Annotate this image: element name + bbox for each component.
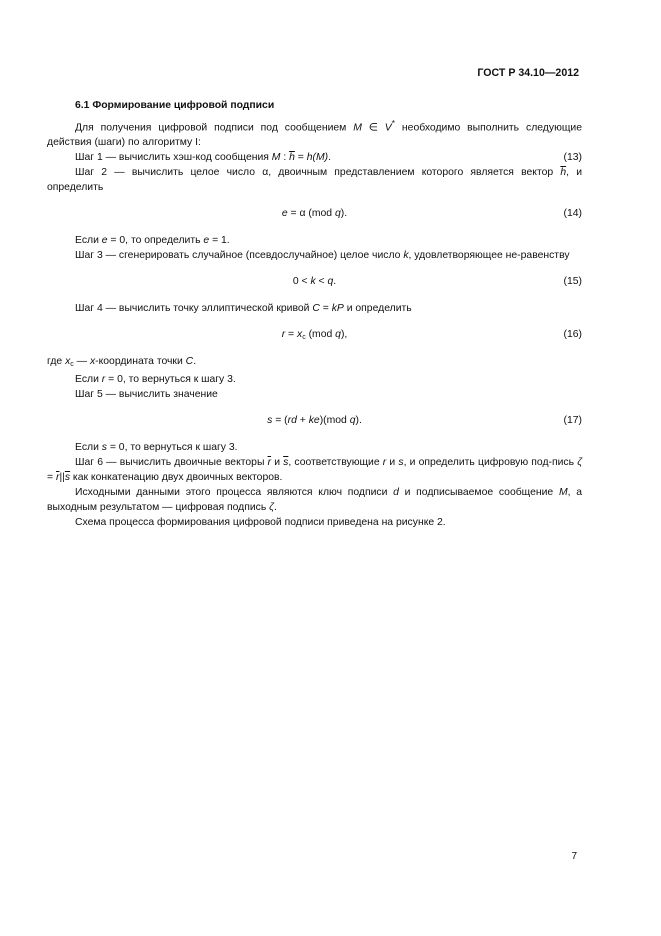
input-output-paragraph: Исходными данными этого процесса являются ключ подписи d и подписываемое сообщение M, а выходным результатом — цифровая подпись ζ. bbox=[47, 487, 582, 514]
condition-r-zero: Если r = 0, то вернуться к шагу 3. bbox=[75, 374, 236, 386]
page-number: 7 bbox=[571, 851, 577, 862]
formula-17: s = (rd + ke)(mod q). (17) bbox=[267, 415, 582, 427]
step-2: Шаг 2 — вычислить целое число α, двоичным представлением которого является вектор $\overline{h}$, и определить bbox=[47, 167, 583, 194]
intro-paragraph: Для получения цифровой подписи под сообщением M ∈ V* необходимо выполнить следующие действия (шаги) по алгоритму I: bbox=[47, 118, 582, 149]
where-clause: где $x_c$ — x-координата точки C. bbox=[47, 356, 197, 369]
step-3: Шаг 3 — сгенерировать случайное (псевдослучайное) целое число k, удовлетворяющее не-равенству bbox=[75, 250, 570, 262]
step-5: Шаг 5 — вычислить значение bbox=[75, 389, 218, 401]
formula-15: 0 < k < q. (15) bbox=[292, 276, 582, 288]
condition-s-zero: Если s = 0, то вернуться к шагу 3. bbox=[75, 442, 238, 454]
scheme-reference: Схема процесса формирования цифровой подписи приведена на рисунке 2. bbox=[75, 517, 446, 529]
document-header: ГОСТ Р 34.10—2012 bbox=[477, 67, 579, 79]
step-6: Шаг 6 — вычислить двоичные векторы $\overline{r}$ и $\overline{s}$, соответствующие r и s, и определить цифровую под-пись $\zeta = \overline{r}||\overline{s}$ как конкатенацию двух двоичных векторов. bbox=[47, 457, 583, 484]
step-1: Шаг 1 — вычислить хэш-код сообщения M : $\overline{h} = h(M)$. (13) bbox=[75, 152, 582, 164]
document-body bbox=[47, 99, 582, 530]
formula-14: e = α (mod q). (14) bbox=[281, 208, 582, 220]
equation-number-14: (14) bbox=[563, 208, 582, 220]
equation-number-15: (15) bbox=[563, 276, 582, 288]
condition-e-zero: Если e = 0, то определить e = 1. bbox=[75, 235, 230, 247]
equation-number-16: (16) bbox=[563, 329, 582, 341]
section-title: 6.1 Формирование цифровой подписи bbox=[75, 100, 275, 111]
step-4: Шаг 4 — вычислить точку эллиптической кривой C = kP и определить bbox=[75, 303, 412, 315]
equation-number-17: (17) bbox=[563, 415, 582, 427]
equation-number-13: (13) bbox=[563, 152, 582, 164]
formula-16: $r = x_c$ (mod q), (16) bbox=[281, 329, 582, 342]
